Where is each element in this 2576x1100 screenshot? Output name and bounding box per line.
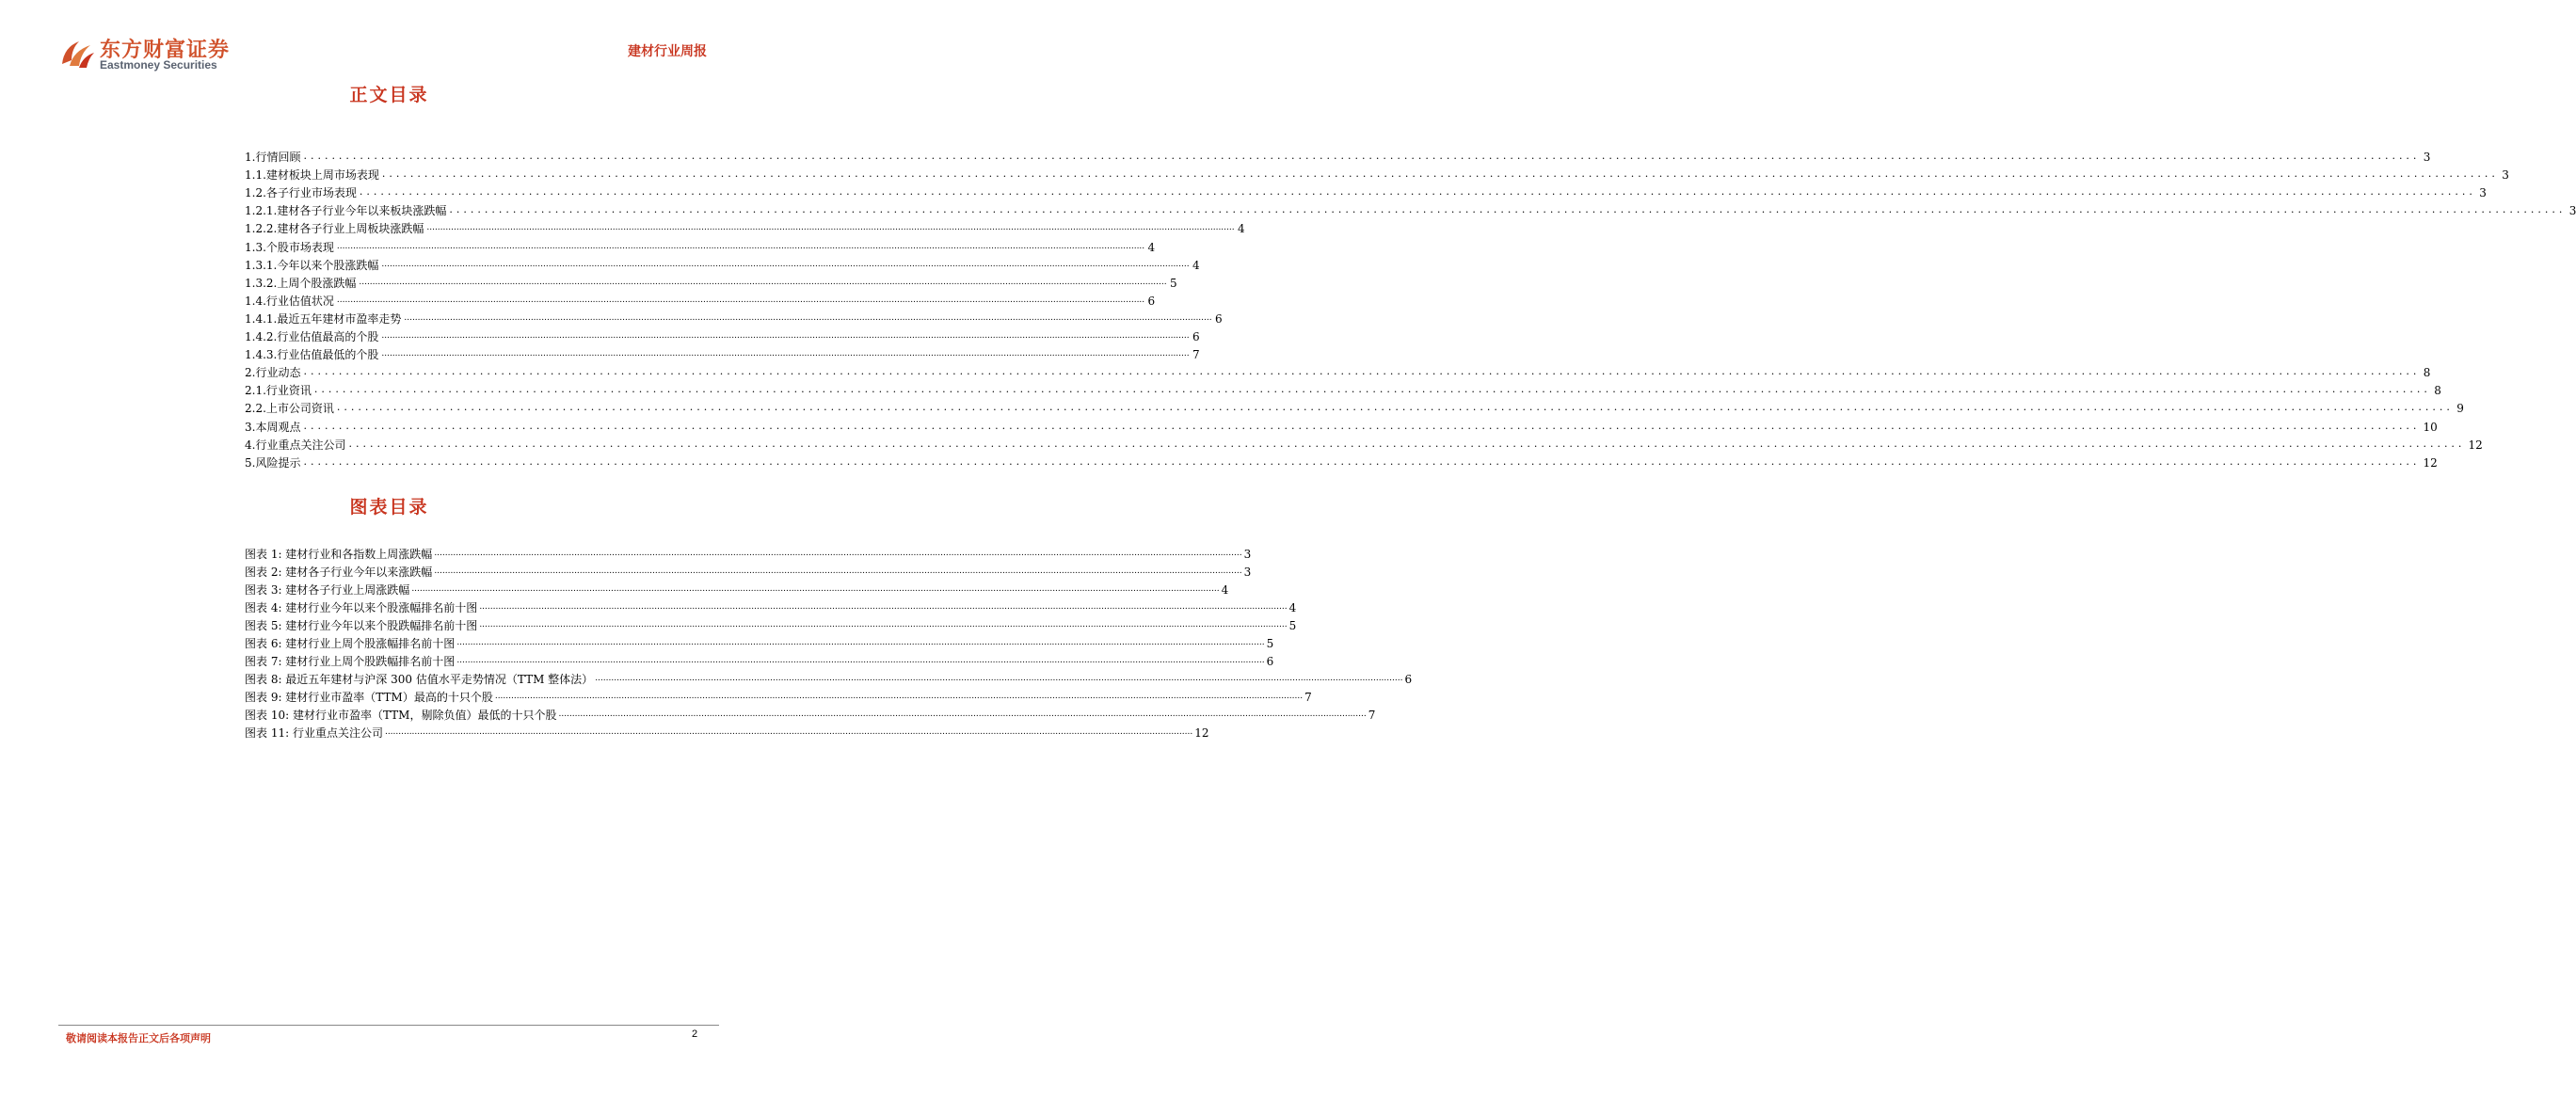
toc-entry-page: 5	[1169, 276, 1177, 290]
toc-leader-dots: ............................................................................................................................................................................................................................................................................................................	[303, 150, 2421, 163]
toc-leader-dots: ............................................................................................................................................................................................................................................................................................................	[303, 419, 2421, 432]
figure-entry-page: 4	[1288, 601, 1297, 614]
toc-leader-dots: ............................................................................................................................................................................................................................................................................................................	[303, 365, 2421, 378]
toc-leader-dots: ............................................................................................................................................................................................................................................................................................................	[313, 383, 2431, 396]
toc-entry[interactable]	[245, 200, 2576, 218]
figure-leader-dots: ............................................................................................................................................................................................................................................................................................................	[494, 692, 1304, 701]
figures-list	[245, 544, 1413, 741]
toc-entry-label: 1.行情回顾	[245, 151, 301, 165]
toc-entry-page: 4	[1147, 240, 1156, 254]
toc-entry-page: 8	[2423, 366, 2431, 380]
figure-entry-page: 4	[1221, 583, 1229, 597]
toc-leader-dots: ............................................................................................................................................................................................................................................................................................................	[404, 312, 1212, 323]
figure-entry-label: 图表 5: 建材行业今年以来个股跌幅排名前十图	[245, 619, 478, 632]
toc-entry[interactable]	[245, 435, 2483, 453]
toc-entry-label: 1.3.2.上周个股涨跌幅	[245, 276, 357, 290]
toc-leader-dots: ............................................................................................................................................................................................................................................................................................................	[359, 185, 2476, 199]
toc-entry-page: 4	[1192, 258, 1200, 272]
toc-entry-page: 6	[1147, 294, 1156, 308]
figure-leader-dots: ............................................................................................................................................................................................................................................................................................................	[456, 656, 1265, 665]
toc-entry[interactable]	[245, 218, 1245, 236]
figure-entry[interactable]	[245, 544, 1252, 562]
toc-entry[interactable]	[245, 236, 1156, 254]
figure-entry-label: 图表 4: 建材行业今年以来个股涨幅排名前十图	[245, 601, 478, 614]
figure-leader-dots: ............................................................................................................................................................................................................................................................................................................	[479, 620, 1288, 630]
figure-entry-label: 图表 2: 建材各子行业今年以来涨跌幅	[245, 566, 433, 579]
toc-leader-dots: ............................................................................................................................................................................................................................................................................................................	[336, 401, 2454, 414]
toc-leader-dots: ............................................................................................................................................................................................................................................................................................................	[303, 454, 2421, 468]
toc-entry[interactable]	[245, 255, 1200, 273]
toc-leader-dots: ............................................................................................................................................................................................................................................................................................................	[381, 331, 1190, 342]
figures-title: 图表目录	[349, 497, 429, 518]
toc-list	[245, 147, 2576, 470]
toc-leader-dots: ............................................................................................................................................................................................................................................................................................................	[381, 167, 2499, 181]
figure-entry-label: 图表 9: 建材行业市盈率（TTM）最高的十只个股	[245, 691, 493, 704]
toc-entry[interactable]	[245, 327, 1200, 344]
figure-entry-page: 12	[1194, 726, 1209, 740]
figure-entry-page: 5	[1266, 637, 1274, 650]
toc-leader-dots: ............................................................................................................................................................................................................................................................................................................	[359, 277, 1167, 287]
toc-leader-dots: ............................................................................................................................................................................................................................................................................................................	[336, 295, 1145, 305]
toc-entry[interactable]	[245, 147, 2431, 165]
figure-entry-page: 3	[1243, 566, 1252, 579]
toc-entry-page: 10	[2423, 420, 2438, 434]
report-type-label: 建材行业周报	[628, 44, 707, 59]
toc-entry-label: 2.2.上市公司资讯	[245, 402, 334, 416]
figure-entry-label: 图表 6: 建材行业上周个股涨幅排名前十图	[245, 637, 456, 650]
figure-leader-dots: ............................................................................................................................................................................................................................................................................................................	[384, 727, 1193, 737]
figure-leader-dots: ............................................................................................................................................................................................................................................................................................................	[558, 709, 1367, 719]
toc-entry-label: 2.行业动态	[245, 366, 301, 380]
toc-entry-page: 12	[2423, 455, 2438, 470]
logo-english-name: Eastmoney Securities	[100, 58, 217, 72]
figure-entry-label: 图表 3: 建材各子行业上周涨跌幅	[245, 583, 410, 597]
toc-leader-dots: ............................................................................................................................................................................................................................................................................................................	[381, 259, 1190, 269]
figure-entry[interactable]	[245, 651, 1274, 669]
footer-divider	[58, 1025, 719, 1026]
toc-entry[interactable]	[245, 344, 1200, 362]
toc-entry-label: 1.2.各子行业市场表现	[245, 186, 357, 200]
toc-title: 正文目录	[349, 85, 429, 105]
figure-leader-dots: ............................................................................................................................................................................................................................................................................................................	[434, 549, 1242, 558]
toc-entry[interactable]	[245, 362, 2431, 380]
figure-entry-label: 图表 10: 建材行业市盈率（TTM，剔除负值）最低的十只个股	[245, 709, 557, 722]
figure-entry-label: 图表 7: 建材行业上周个股跌幅排名前十图	[245, 655, 456, 668]
figure-entry-page: 6	[1404, 673, 1413, 686]
toc-entry-label: 1.2.1.建材各子行业今年以来板块涨跌幅	[245, 204, 447, 218]
figure-entry-label: 图表 1: 建材行业和各指数上周涨跌幅	[245, 548, 433, 561]
toc-leader-dots: ............................................................................................................................................................................................................................................................................................................	[426, 223, 1235, 233]
figure-leader-dots: ............................................................................................................................................................................................................................................................................................................	[595, 674, 1403, 683]
figure-entry[interactable]	[245, 669, 1413, 687]
toc-entry-label: 1.4.行业估值状况	[245, 294, 334, 308]
figure-entry[interactable]	[245, 723, 1209, 741]
figure-entry[interactable]	[245, 580, 1229, 598]
toc-leader-dots: ............................................................................................................................................................................................................................................................................................................	[336, 241, 1145, 251]
figure-entry[interactable]	[245, 633, 1274, 651]
toc-entry-label: 1.1.建材板块上周市场表现	[245, 168, 379, 183]
figure-entry[interactable]	[245, 615, 1297, 633]
toc-entry-page: 6	[1192, 330, 1200, 344]
toc-entry-label: 1.4.1.最近五年建材市盈率走势	[245, 311, 402, 326]
eastmoney-logo-icon	[58, 36, 96, 70]
toc-entry-label: 2.1.行业资讯	[245, 384, 312, 398]
toc-entry-page: 3	[2423, 151, 2431, 165]
figure-entry[interactable]	[245, 598, 1297, 615]
toc-leader-dots: ............................................................................................................................................................................................................................................................................................................	[449, 203, 2567, 216]
toc-leader-dots: ............................................................................................................................................................................................................................................................................................................	[348, 437, 2466, 450]
figure-entry-page: 6	[1266, 655, 1274, 668]
toc-entry-label: 1.4.3.行业估值最低的个股	[245, 348, 379, 362]
toc-entry-page: 8	[2434, 384, 2441, 398]
figure-entry-label: 图表 11: 行业重点关注公司	[245, 726, 383, 740]
figure-entry-label: 图表 8: 最近五年建材与沪深 300 估值水平走势情况（TTM 整体法）	[245, 673, 594, 686]
toc-entry-label: 1.2.2.建材各子行业上周板块涨跌幅	[245, 222, 424, 236]
toc-entry[interactable]	[245, 291, 1156, 309]
toc-entry-label: 3.本周观点	[245, 420, 301, 434]
figure-entry[interactable]	[245, 687, 1312, 705]
toc-entry-label: 4.行业重点关注公司	[245, 438, 346, 452]
company-logo	[58, 34, 247, 79]
toc-entry-label: 5.风险提示	[245, 455, 301, 470]
toc-entry-page: 6	[1214, 311, 1223, 326]
toc-entry-label: 1.4.2.行业估值最高的个股	[245, 330, 379, 344]
toc-entry[interactable]	[245, 183, 2487, 200]
toc-entry[interactable]	[245, 453, 2438, 470]
figure-entry-page: 5	[1288, 619, 1297, 632]
toc-entry-page: 7	[1192, 348, 1200, 362]
logo-chinese-name: 东方财富证券	[100, 39, 231, 62]
toc-entry[interactable]	[245, 309, 1223, 327]
toc-entry-page: 3	[2502, 168, 2509, 183]
toc-entry-label: 1.3.个股市场表现	[245, 240, 334, 254]
toc-entry-label: 1.3.1.今年以来个股涨跌幅	[245, 258, 379, 272]
footer-disclaimer: 敬请阅读本报告正文后各项声明	[66, 1032, 211, 1044]
toc-entry-page: 3	[2568, 204, 2576, 218]
figure-entry-page: 7	[1304, 691, 1312, 704]
figure-entry[interactable]	[245, 562, 1252, 580]
figure-leader-dots: ............................................................................................................................................................................................................................................................................................................	[434, 566, 1242, 576]
toc-entry[interactable]	[245, 416, 2438, 434]
toc-entry[interactable]	[245, 273, 1177, 291]
toc-entry-page: 12	[2468, 438, 2483, 452]
figure-leader-dots: ............................................................................................................................................................................................................................................................................................................	[456, 638, 1265, 647]
toc-entry[interactable]	[245, 398, 2464, 416]
figure-entry[interactable]	[245, 705, 1376, 723]
toc-entry-page: 3	[2479, 186, 2487, 200]
figure-leader-dots: ............................................................................................................................................................................................................................................................................................................	[411, 584, 1220, 594]
figure-leader-dots: ............................................................................................................................................................................................................................................................................................................	[479, 602, 1288, 612]
figure-entry-page: 3	[1243, 548, 1252, 561]
toc-entry-page: 4	[1237, 222, 1245, 236]
toc-entry[interactable]	[245, 380, 2441, 398]
toc-entry-page: 9	[2456, 402, 2464, 416]
toc-entry[interactable]	[245, 165, 2509, 183]
figure-entry-page: 7	[1368, 709, 1376, 722]
toc-leader-dots: ............................................................................................................................................................................................................................................................................................................	[381, 349, 1190, 359]
page-number: 2	[692, 1028, 698, 1040]
